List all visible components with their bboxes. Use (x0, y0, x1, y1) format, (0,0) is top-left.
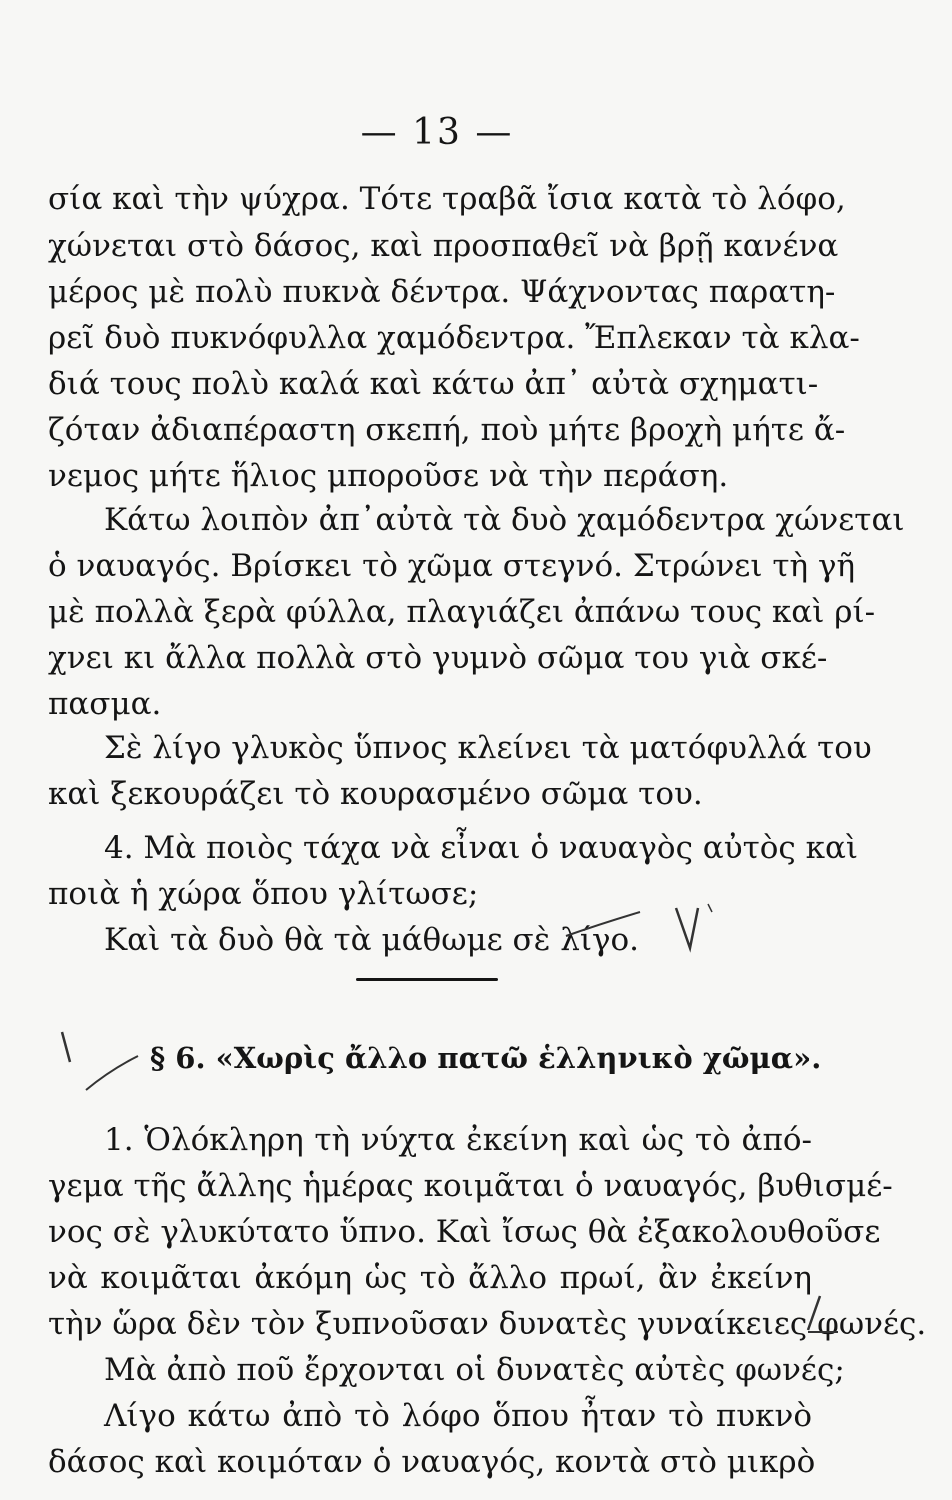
text-line: μέρος μὲ πολὺ πυκνὰ δέντρα. Ψάχνοντας παρατη- (48, 274, 836, 310)
page-number: — 13 — (360, 112, 514, 153)
text-line: χώνεται στὸ δάσος, καὶ προσπαθεῖ νὰ βρῇ κανένα (48, 228, 839, 264)
text-line: νεμος μήτε ἥλιος μποροῦσε νὰ τὴν περάση. (48, 458, 729, 494)
text-line: διά τους πολὺ καλά καὶ κάτω ἀπ᾽ αὐτὰ σχηματι- (48, 366, 819, 402)
text-line: 4. Μὰ ποιὸς τάχα νὰ εἶναι ὁ ναυαγὸς αὐτὸς καὶ (104, 830, 859, 866)
text-line: Μὰ ἀπὸ ποῦ ἔρχονται οἱ δυνατὲς αὐτὲς φωνές; (104, 1352, 845, 1388)
text-line: Κάτω λοιπὸν ἀπ᾽αὐτὰ τὰ δυὸ χαμόδεντρα χώνεται (104, 502, 905, 538)
text-line: πασμα. (48, 686, 162, 722)
text-line: ποιὰ ἡ χώρα ὅπου γλίτωσε; (48, 876, 479, 912)
text-line: τὴν ὥρα δὲν τὸν ξυπνοῦσαν δυνατὲς γυναίκειες φωνές. (48, 1306, 927, 1342)
text-line: ὁ ναυαγός. Βρίσκει τὸ χῶμα στεγνό. Στρώνει τὴ γῆ (48, 548, 856, 584)
text-line: 1. Ὁλόκληρη τὴ νύχτα ἐκείνη καὶ ὡς τὸ ἀπό- (104, 1122, 812, 1158)
text-line: μὲ πολλὰ ξερὰ φύλλα, πλαγιάζει ἀπάνω τους καὶ ρί- (48, 594, 876, 630)
text-line: Λίγο κάτω ἀπὸ τὸ λόφο ὅπου ἦταν τὸ πυκνὸ (104, 1398, 812, 1434)
text-line: νὰ κοιμᾶται ἀκόμη ὡς τὸ ἄλλο πρωί, ἂν ἐκείνη (48, 1260, 812, 1296)
text-line: Σὲ λίγο γλυκὸς ὕπνος κλείνει τὰ ματόφυλλά του (104, 730, 872, 766)
text-line: καὶ ξεκουράζει τὸ κουρασμένο σῶμα του. (48, 776, 703, 812)
text-line: ζόταν ἀδιαπέραστη σκεπή, ποὺ μήτε βροχὴ μήτε ἄ- (48, 412, 846, 448)
section-divider (356, 978, 498, 981)
text-line: δάσος καὶ κοιμόταν ὁ ναυαγός, κοντὰ στὸ μικρὸ (48, 1444, 816, 1480)
text-line: σία καὶ τὴν ψύχρα. Τότε τραβᾶ ἴσια κατὰ τὸ λόφο, (48, 181, 846, 217)
text-line: χνει κι ἄλλα πολλὰ στὸ γυμνὸ σῶμα του γιὰ σκέ- (48, 640, 828, 676)
text-line: Καὶ τὰ δυὸ θὰ τὰ μάθωμε σὲ λίγο. (104, 922, 640, 958)
section-heading: § 6. «Χωρὶς ἄλλο πατῶ ἑλληνικὸ χῶμα». (150, 1041, 822, 1075)
text-line: ρεῖ δυὸ πυκνόφυλλα χαμόδεντρα. Ἔπλεκαν τὰ κλα- (48, 320, 860, 356)
text-line: νος σὲ γλυκύτατο ὕπνο. Καὶ ἴσως θὰ ἐξακολουθοῦσε (48, 1214, 881, 1250)
text-line: γεμα τῆς ἄλλης ἡμέρας κοιμᾶται ὁ ναυαγός, βυθισμέ- (48, 1168, 893, 1204)
